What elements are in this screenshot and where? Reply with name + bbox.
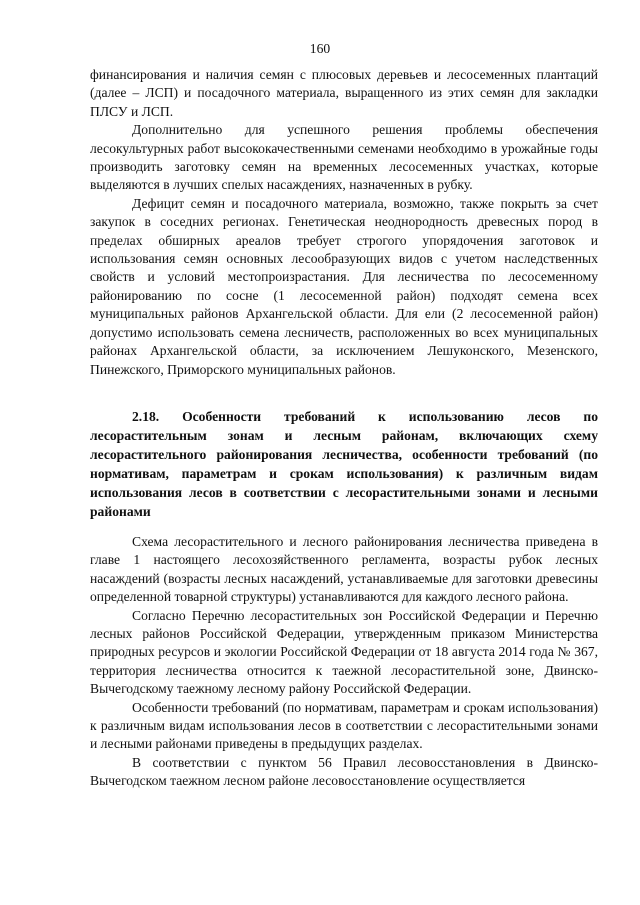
document-body xyxy=(90,66,598,791)
paragraph-seed-deficit: Дефицит семян и посадочного материала, возможно, также покрыть за счет закупок в соседних регионах. Генетическая неоднородность древесных пород в пределах обширных ареалов требует строгого упорядочения заготовок и использования семян основных лесообразующих видов с учетом наследственных свойств и условий местопроизрастания. Для лесничества по лесосеменному районированию по сосне (1 лесосеменной район) подходят семена всех муниципальных районов Архангельской области. Для ели (2 лесосеменной район) допустимо использовать семена лесничеств, расположенных во всех муниципальных районах Архангельской области, за исключением Лешуконского, Мезенского, Пинежского, Приморского муниципальных районов. xyxy=(90,195,598,377)
paragraph-continuation: финансирования и наличия семян с плюсовых деревьев и лесосеменных плантаций (далее – ЛСП) и посадочного материала, выращенного из этих семян для закладки ПЛСУ и ЛСП. xyxy=(90,67,598,119)
paragraph-zoning-scheme: Схема лесорастительного и лесного районирования лесничества приведена в главе 1 настоящего лесохозяйственного регламента, возрасты рубок лесных насаждений (возрасты лесных насаждений, устанавливаемые для заготовки древесины определенной товарной структуры) устанавливаются для каждого лесного района. xyxy=(90,533,598,605)
paragraph-seed-collection: Дополнительно для успешного решения проблемы обеспечения лесокультурных работ высококачественными семенами необходимо в урожайные годы производить заготовку семян на временных лесосеменных участках, которые выделяются в лучших спелых насаждениях, назначенных в рубку. xyxy=(90,122,598,193)
paragraph-reforestation: В соответствии с пунктом 56 Правил лесовосстановления в Двинско-Вычегодском таежном лесном районе лесовосстановление осуществляется xyxy=(90,754,598,789)
paragraph-requirements: Особенности требований (по нормативам, параметрам и срокам использования) к различным видам использования лесов в соответствии с лесорастительными зонами и лесными районами приведены в предыдущих разделах. xyxy=(90,699,598,752)
section-heading: 2.18. Особенности требований к использованию лесов по лесорастительным зонам и лесным районам, включающих схему лесорастительного районирования лесничества, особенности требований (по нормативам, параметрам и срокам использования) к различным видам использования лесов в соответствии с лесорастительными зонами и лесными районами xyxy=(90,408,598,519)
paragraph-zone-list: Согласно Перечню лесорастительных зон Российской Федерации и Перечню лесных районов Российской Федерации, утвержденным приказом Министерства природных ресурсов и экологии Российской Федерации от 18 августа 2014 года № 367, территория лесничества относится к таежной лесорастительной зоне, Двинско-Вычегодскому таежному лесному району Российской Федерации. xyxy=(90,607,598,697)
page-number: 160 xyxy=(309,41,331,56)
